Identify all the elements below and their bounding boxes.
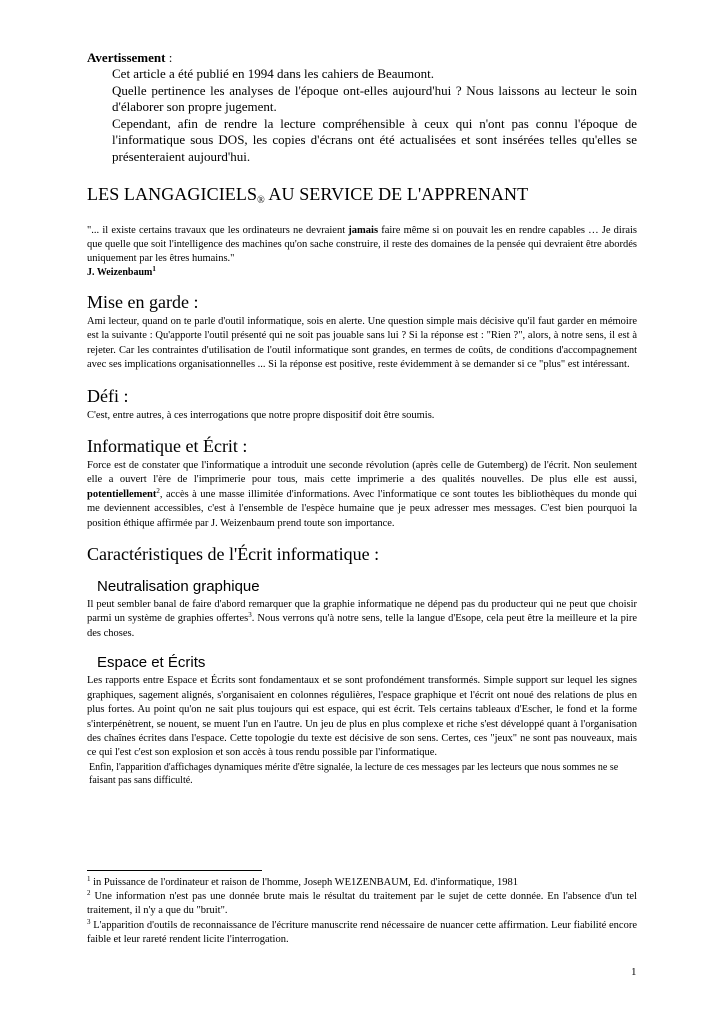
footnote-ref-1[interactable]: 1 bbox=[152, 265, 156, 273]
footnote-1 bbox=[87, 876, 637, 890]
quote-text-start: "... il existe certains travaux que les ordinateurs ne devraient bbox=[87, 225, 349, 236]
informatique-bold-word: potentiellement bbox=[87, 488, 157, 500]
quote-bold-word: jamais bbox=[348, 225, 379, 236]
footnote-number: 2 bbox=[87, 889, 91, 898]
section-title-mise-en-garde: Mise en garde : bbox=[87, 292, 199, 312]
warning-heading bbox=[87, 50, 637, 66]
section-title-defi: Défi : bbox=[87, 385, 129, 406]
footnote-text: L'apparition d'outils de reconnaissance de l'écriture manuscrite rend nécessaire de nuancer cette affirmation. Leur fiabilité encore faible et leur rareté rendent licite l'interrogation. bbox=[87, 919, 637, 945]
subsection-title-espace: Espace et Écrits bbox=[97, 654, 206, 672]
footnote-separator bbox=[87, 870, 262, 871]
footnote-number: 3 bbox=[87, 917, 91, 926]
document-page bbox=[87, 50, 637, 788]
footnote-text: in Puissance de l'ordinateur et raison de l'homme, Joseph WE1ZENBAUM, Ed. d'informatique, 1981 bbox=[90, 877, 518, 888]
page-number: 1 bbox=[631, 966, 637, 978]
footnote-2 bbox=[87, 890, 637, 918]
main-title-part2: AU SERVICE DE L'APPRENANT bbox=[264, 184, 529, 204]
subsection-text-espace-2: Enfin, l'apparition d'affichages dynamiques mérite d'être signalée, la lecture de ces messages par les lecteurs que nous sommes ne se faisant pas sans difficulté. bbox=[89, 761, 619, 787]
section-text-defi: C'est, entre autres, à ces interrogations que notre propre dispositif doit être soumis. bbox=[87, 409, 435, 421]
informatique-text-start: Force est de constater que l'informatique a introduit une seconde révolution (après celle de Gutemberg) de l'écrit. Non seulement elle a ouvert l'ère de l'imprimerie pour tous, mais cette imprimerie a des qualités nouvelles. De plus elle est aussi, bbox=[87, 460, 637, 486]
quote-author bbox=[87, 266, 637, 279]
main-title bbox=[87, 183, 637, 212]
warning-title: Avertissement bbox=[87, 50, 166, 65]
warning-line-3: Cependant, afin de rendre la lecture compréhensible à ceux qui n'ont pas connu l'époque de l'informatique sous DOS, les copies d'écrans ont été actualisées et sont insérées telles qu'elles se présenteraient aujourd'hui. bbox=[112, 115, 637, 164]
footnotes bbox=[87, 876, 637, 947]
footnote-number: 1 bbox=[87, 875, 91, 883]
footnote-ref-3[interactable]: 3 bbox=[248, 611, 252, 620]
neutralisation-text-start: Il peut sembler banal de faire d'abord remarquer que la graphie informatique ne dépend pas du producteur qui ne peut que choisir parmi un système de graphies offertes bbox=[87, 599, 637, 625]
quote-text-end: faire même si on pouvait les en rendre capables … Je dirais que quelle que soit l'intelligence des machines qu'on sache construire, il reste des domaines de la pensée qui devraient être abordés uniquement par les êtres humains." bbox=[87, 225, 637, 264]
subsection-text-neutralisation bbox=[87, 598, 637, 641]
subsection-text-espace: Les rapports entre Espace et Écrits sont fondamentaux et se sont profondément transformés. Simple support sur lequel les signes graphiques, sagement alignés, s'organisaient en colonnes régulières, l'espace graphique et l'écrit ont noué des relations de plus en plus fortes. Au point qu'on ne sait plus toujours qui est espace, qui est écrit. Tels certains tableaux d'Escher, le fond et la forme s'interpénètrent, se nouent, se muent l'un en l'autre. Un jeu de plus en plus complexe et riche s'est développé quant à l'organisation des chaînes écrites dans l'espace. Cette topologie du texte est décisive de son sens. Certes, ces "jeux" ne sont pas nouveaux, mais ce qui l'est c'est son explosion et son accès à tous rendu possible par l'informatique. bbox=[87, 675, 637, 759]
footnote-3 bbox=[87, 919, 637, 947]
section-title-informatique: Informatique et Écrit : bbox=[87, 436, 248, 457]
footnote-ref-2[interactable]: 2 bbox=[156, 486, 160, 495]
section-title-caracteristiques: Caractéristiques de l'Écrit informatique : bbox=[87, 544, 380, 565]
section-text-informatique bbox=[87, 459, 637, 531]
section-text-mise-en-garde: Ami lecteur, quand on te parle d'outil informatique, sois en alerte. Une question simple mais décisive qu'il faut garder en mémoire est la suivante : Qu'apporte l'outil présenté qui ne soit pas jouable sans lui ? Si la réponse est : "Rien ?", alors, à notre sens, il est à rejeter. Car les contraintes d'utilisation de l'outil informatique sont grandes, en termes de coûts, de conditions d'accompagnement avec ses implications organisationnelles ... Si la réponse est positive, reste évidemment à se demander si ce "plus" est intéressant. bbox=[87, 316, 637, 371]
warning-line-1: Cet article a été publié en 1994 dans les cahiers de Beaumont. bbox=[112, 66, 434, 81]
registered-mark: ® bbox=[257, 195, 265, 206]
epigraph-quote bbox=[87, 224, 637, 266]
informatique-text-end: , accès à une masse illimitée d'informations. Avec l'informatique ce sont toutes les bibliothèques du monde qui me deviennent accessibles, c'est à l'ensemble de l'espèce humaine que je peux adresser mes messages. C'est bien pourquoi la position éthique affirmée par J. Weizenbaum prend toute son importance. bbox=[87, 488, 637, 529]
main-title-part1: LES LANGAGICIELS bbox=[87, 184, 258, 204]
quote-author-name: J. Weizenbaum bbox=[87, 267, 153, 278]
neutralisation-text-end: . Nous verrons qu'à notre sens, telle la langue d'Esope, cela peut être la meilleure et la pire des choses. bbox=[87, 613, 637, 639]
warning-line-2: Quelle pertinence les analyses de l'époque ont-elles aujourd'hui ? Nous laissons au lecteur le soin d'élaborer son propre jugement. bbox=[112, 82, 637, 114]
subsection-title-neutralisation: Neutralisation graphique bbox=[97, 578, 260, 596]
warning-title-suffix: : bbox=[165, 50, 173, 65]
footnote-text: Une information n'est pas une donnée brute mais le résultat du traitement par le sujet de cette donnée. En l'absence d'un tel traitement, il n'y a que du "bruit". bbox=[87, 891, 637, 917]
